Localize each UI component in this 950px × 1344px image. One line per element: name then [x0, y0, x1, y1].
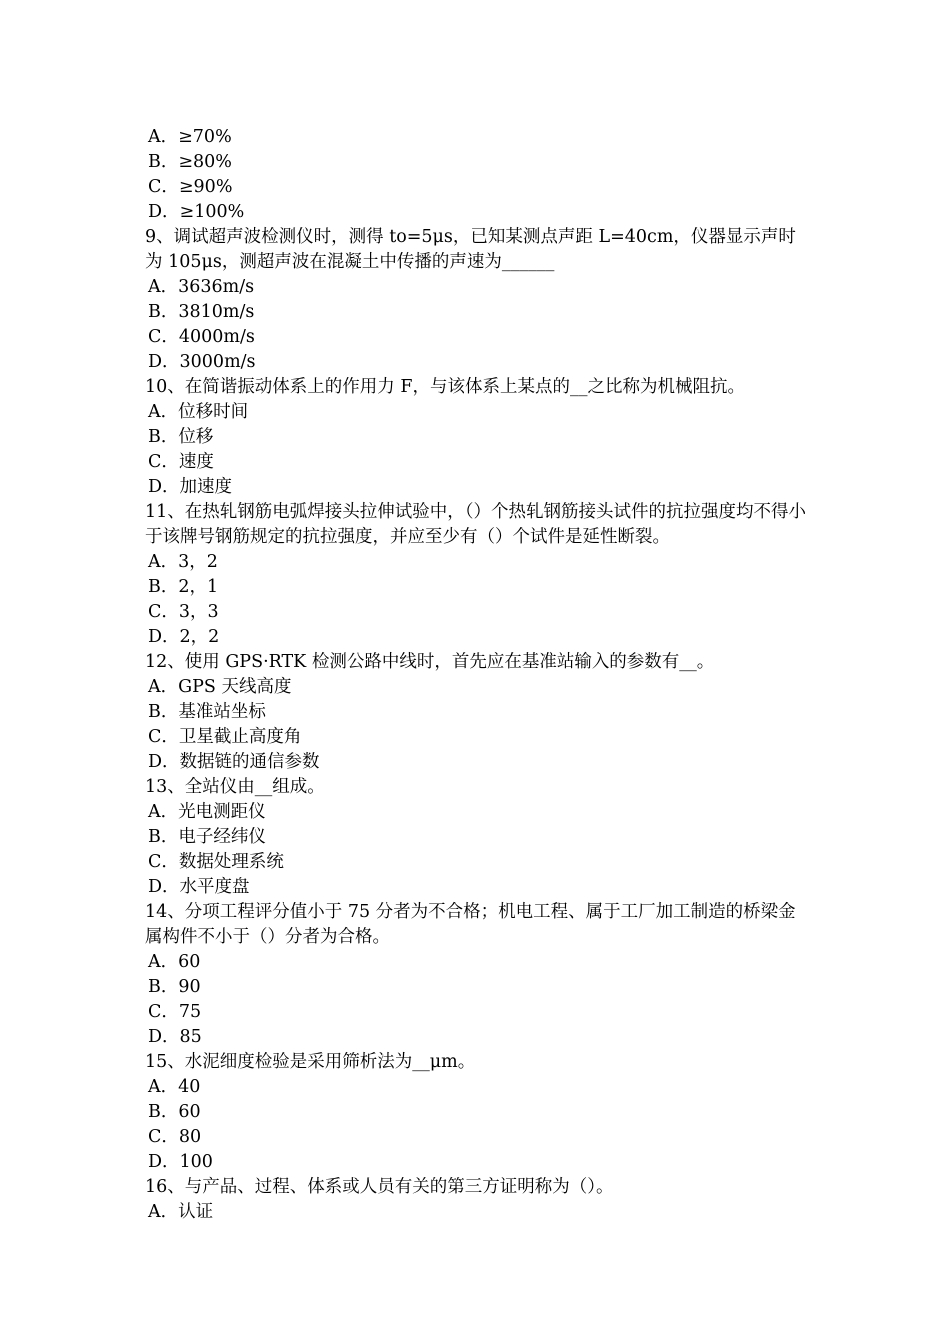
question-13: 13、全站仪由__组成。: [145, 777, 325, 797]
question-12-option-c: C．卫星截止高度角: [148, 727, 302, 747]
question-14: 14、分项工程评分值小于 75 分者为不合格；机电工程、属于工厂加工制造的桥梁金属构件不小于（）分者为合格。: [145, 902, 796, 947]
question-11-option-b: B．2，1: [148, 577, 219, 597]
question-13-option-b: B．电子经纬仪: [148, 827, 266, 847]
question-9-option-a: A．3636m/s: [148, 277, 255, 297]
option-prev-b: B．≥80%: [148, 152, 232, 172]
question-16-option-a: A．认证: [148, 1202, 214, 1222]
option-prev-c: C．≥90%: [148, 177, 233, 197]
question-12-option-d: D．数据链的通信参数: [148, 752, 320, 772]
option-prev-d: D．≥100%: [148, 202, 245, 222]
question-14-option-a: A．60: [148, 952, 201, 972]
option-prev-a: A．≥70%: [148, 127, 232, 147]
question-14-option-d: D．85: [148, 1027, 202, 1047]
question-10-option-c: C．速度: [148, 452, 214, 472]
question-15-option-a: A．40: [148, 1077, 201, 1097]
question-9-option-b: B．3810m/s: [148, 302, 255, 322]
question-13-option-d: D．水平度盘: [148, 877, 250, 897]
question-14-option-c: C．75: [148, 1002, 202, 1022]
question-10-option-b: B．位移: [148, 427, 214, 447]
question-10: 10、在简谐振动体系上的作用力 F，与该体系上某点的__之比称为机械阻抗。: [145, 377, 745, 397]
question-14-option-b: B．90: [148, 977, 201, 997]
question-10-option-d: D．加速度: [148, 477, 233, 497]
question-15: 15、水泥细度检验是采用筛析法为__μm。: [145, 1052, 476, 1072]
question-11-option-c: C．3，3: [148, 602, 219, 622]
question-16: 16、与产品、过程、体系或人员有关的第三方证明称为（）。: [145, 1177, 614, 1197]
question-13-option-c: C．数据处理系统: [148, 852, 284, 872]
document-content: [145, 125, 810, 1225]
question-9-option-d: D．3000m/s: [148, 352, 256, 372]
question-12: 12、使用 GPS·RTK 检测公路中线时，首先应在基准站输入的参数有__。: [145, 652, 715, 672]
question-13-option-a: A．光电测距仪: [148, 802, 266, 822]
question-12-option-a: A．GPS 天线高度: [148, 677, 292, 697]
question-12-option-b: B．基准站坐标: [148, 702, 266, 722]
question-11: 11、在热轧钢筋电弧焊接头拉伸试验中，（）个热轧钢筋接头试件的抗拉强度均不得小于该牌号钢筋规定的抗拉强度，并应至少有（）个试件是延性断裂。: [145, 502, 807, 547]
question-15-option-d: D．100: [148, 1152, 213, 1172]
question-15-option-b: B．60: [148, 1102, 201, 1122]
question-9-option-c: C．4000m/s: [148, 327, 255, 347]
question-11-option-d: D．2，2: [148, 627, 220, 647]
question-9: 9、调试超声波检测仪时，测得 to=5μs，已知某测点声距 L=40cm，仪器显示声时为 105μs，测超声波在混凝土中传播的声速为______: [145, 227, 796, 272]
question-11-option-a: A．3，2: [148, 552, 218, 572]
question-10-option-a: A．位移时间: [148, 402, 249, 422]
question-15-option-c: C．80: [148, 1127, 202, 1147]
